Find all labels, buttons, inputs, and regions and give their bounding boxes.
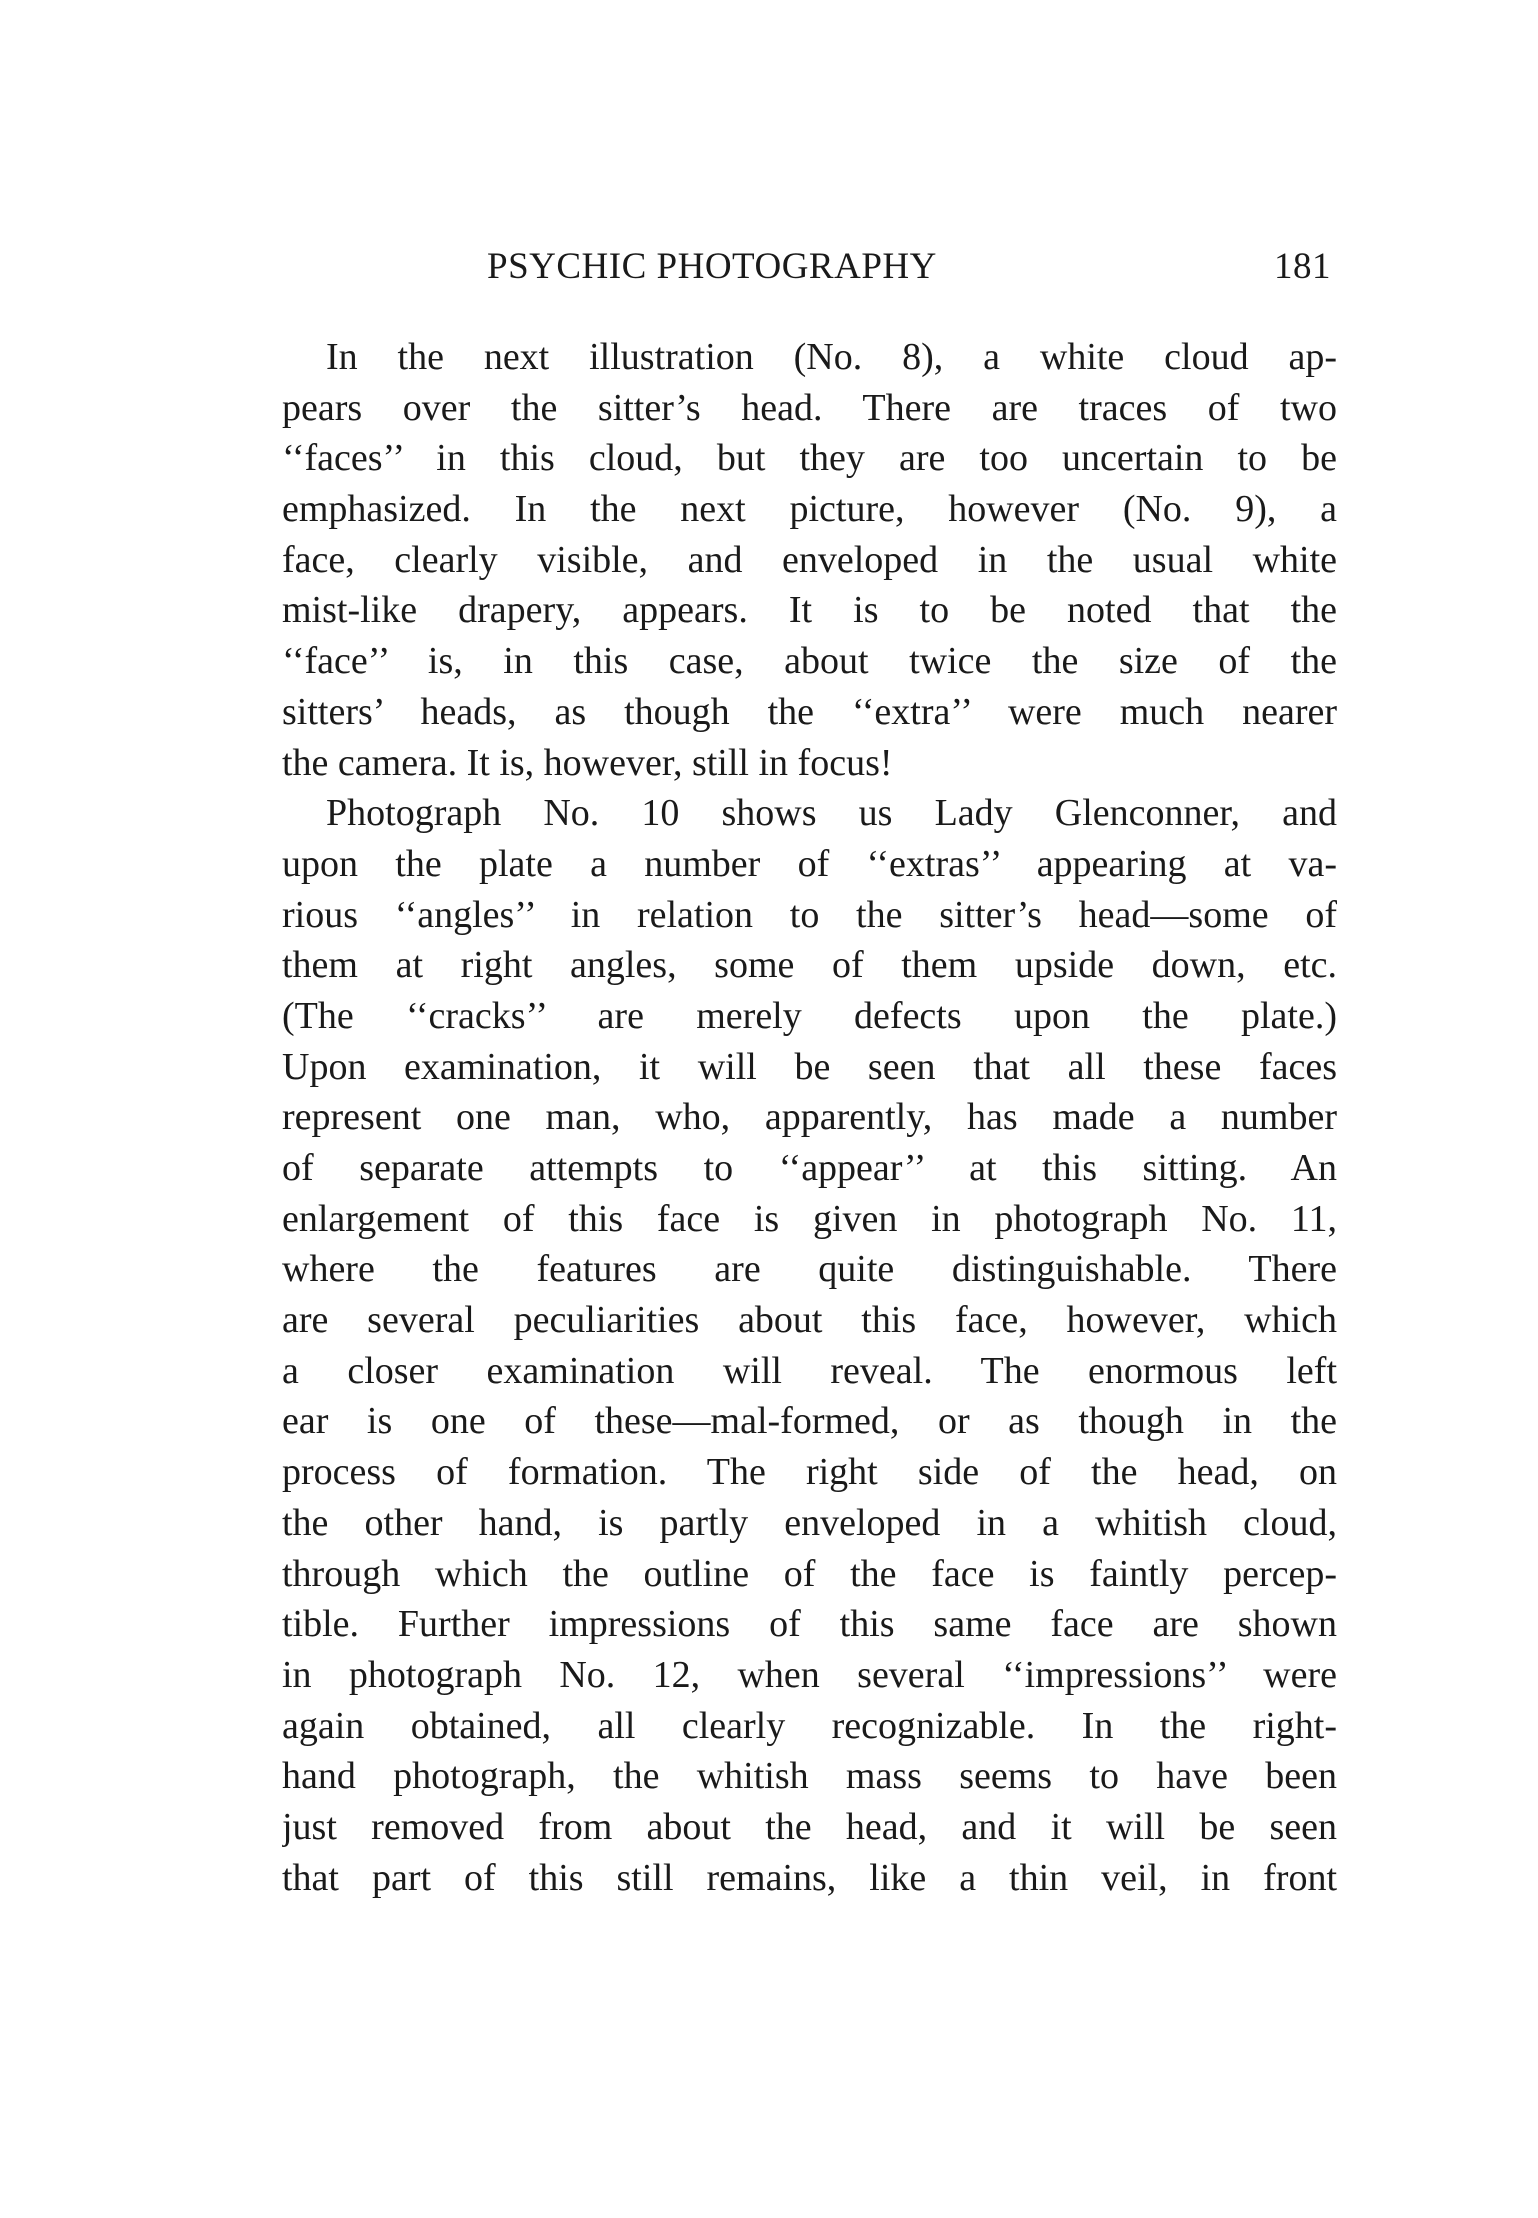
- text-line: (The ‘‘cracks’’ are merely defects upon the plate.): [282, 994, 1337, 1037]
- text-line: Photograph No. 10 shows us Lady Glenconner, and: [326, 792, 1337, 835]
- text-line: of separate attempts to ‘‘appear’’ at this sitting. An: [282, 1147, 1337, 1189]
- text-line: hand photograph, the whitish mass seems to have been: [282, 1755, 1337, 1798]
- text-line: upon the plate a number of ‘‘extras’’ appearing at va-: [282, 842, 1337, 885]
- text-line: in photograph No. 12, when several ‘‘impressions’’ were: [282, 1653, 1337, 1696]
- text-line: tible. Further impressions of this same face are shown: [282, 1603, 1337, 1646]
- text-line: rious ‘‘angles’’ in relation to the sitter’s head—some of: [282, 893, 1337, 936]
- text-line: where the features are quite distinguishable. There: [282, 1248, 1337, 1291]
- page-number: 181: [1274, 246, 1331, 287]
- text-line: sitters’ heads, as though the ‘‘extra’’ were much nearer: [282, 690, 1337, 733]
- text-line: that part of this still remains, like a thin veil, in front: [282, 1856, 1337, 1899]
- text-line: ‘‘face’’ is, in this case, about twice the size of the: [282, 640, 1337, 683]
- text-line: the other hand, is partly enveloped in a whitish cloud,: [282, 1501, 1337, 1544]
- text-line: a closer examination will reveal. The enormous left: [282, 1349, 1337, 1392]
- text-line: emphasized. In the next picture, however (No. 9), a: [282, 488, 1337, 531]
- running-title: PSYCHIC PHOTOGRAPHY: [487, 246, 937, 287]
- text-line: just removed from about the head, and it will be seen: [282, 1805, 1337, 1848]
- text-line: pears over the sitter’s head. There are traces of two: [282, 386, 1337, 429]
- text-line: ear is one of these—mal-formed, or as though in the: [282, 1400, 1337, 1443]
- running-head: [282, 245, 1337, 301]
- text-line: enlargement of this face is given in photograph No. 11,: [282, 1197, 1337, 1240]
- text-line: again obtained, all clearly recognizable. In the right-: [282, 1704, 1337, 1747]
- body-text: [282, 332, 1337, 1903]
- text-line: through which the outline of the face is faintly percep-: [282, 1552, 1337, 1595]
- text-line: process of formation. The right side of the head, on: [282, 1451, 1337, 1494]
- text-line: represent one man, who, apparently, has made a number: [282, 1096, 1337, 1139]
- text-line: Upon examination, it will be seen that all these faces: [282, 1045, 1337, 1088]
- text-line: are several peculiarities about this face, however, which: [282, 1299, 1337, 1342]
- text-line: ‘‘faces’’ in this cloud, but they are too uncertain to be: [282, 437, 1337, 480]
- text-line: them at right angles, some of them upside down, etc.: [282, 944, 1337, 987]
- text-line: In the next illustration (No. 8), a white cloud ap-: [326, 336, 1337, 378]
- text-line: mist-like drapery, appears. It is to be noted that the: [282, 589, 1337, 632]
- text-line: face, clearly visible, and enveloped in the usual white: [282, 538, 1337, 581]
- text-line: the camera. It is, however, still in focus!: [282, 741, 893, 784]
